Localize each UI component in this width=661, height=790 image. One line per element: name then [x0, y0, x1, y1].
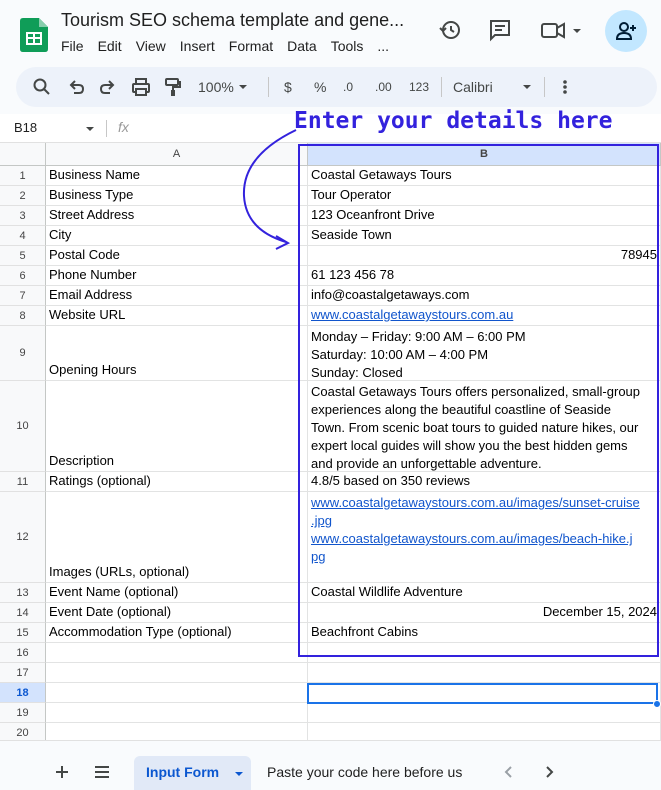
active-cell[interactable]	[307, 683, 658, 704]
divider	[268, 77, 269, 97]
row-header-15[interactable]: 15	[0, 623, 46, 643]
increase-decimal-label: .00	[375, 80, 392, 94]
tab-input-form-label: Input Form	[146, 764, 220, 780]
row-header-4[interactable]: 4	[0, 226, 46, 246]
menu-view[interactable]: View	[135, 38, 166, 54]
cell-text-line: expert local guides will show you the best hidden gems	[311, 438, 628, 453]
column-header-b[interactable]: B	[308, 143, 661, 166]
meet-video-icon[interactable]	[540, 18, 584, 42]
cell-a6[interactable]: Phone Number	[46, 266, 308, 286]
cell-text-line: and provide an unforgettable adventure.	[311, 456, 542, 471]
row-header-20[interactable]: 20	[0, 723, 46, 740]
cell-text: December 15, 2024	[542, 604, 657, 619]
increase-decimal-button[interactable]	[375, 67, 392, 107]
annotation-label: Enter your details here	[294, 108, 613, 134]
sheets-logo-icon[interactable]	[20, 18, 48, 52]
cell-text: 61 123 456 78	[311, 267, 395, 282]
cell-text-line[interactable]: pg	[311, 549, 326, 564]
percent-format-button[interactable]: %	[314, 79, 327, 95]
cell-text: 78945	[620, 247, 657, 262]
cell-text-line: Saturday: 10:00 AM – 4:00 PM	[311, 347, 489, 362]
name-box[interactable]: B18	[14, 120, 38, 135]
row-header-3[interactable]: 3	[0, 206, 46, 226]
tab-paste-code[interactable]	[256, 756, 488, 790]
cell-a3[interactable]: Street Address	[46, 206, 308, 226]
cell-a9[interactable]: Opening Hours	[46, 326, 308, 381]
cell-a10[interactable]: Description	[46, 381, 308, 472]
history-icon[interactable]	[438, 18, 462, 42]
title-bar	[0, 0, 661, 64]
cell-text-line[interactable]: www.coastalgetawaystours.com.au/images/beach-hike.j	[311, 531, 633, 546]
currency-format-button[interactable]: $	[284, 79, 292, 95]
zoom-select[interactable]	[198, 67, 252, 107]
decrease-decimal-button[interactable]	[343, 67, 353, 107]
decrease-decimal-label: .0	[343, 80, 354, 94]
cell-text-line: Town. From scenic boat tours to guided nature hikes, our	[311, 420, 639, 435]
cell-b19[interactable]	[308, 703, 661, 723]
cell-a15[interactable]: Accommodation Type (optional)	[46, 623, 308, 643]
cell-b20[interactable]	[308, 723, 661, 740]
cell-a20[interactable]	[46, 723, 308, 740]
cell-a7[interactable]: Email Address	[46, 286, 308, 306]
document-title[interactable]: Tourism SEO schema template and gene...	[61, 10, 405, 30]
menu-insert[interactable]: Insert	[179, 38, 215, 54]
add-person-icon	[615, 20, 637, 42]
cell-text: Coastal Getaways Tours	[311, 167, 452, 182]
cell-a18[interactable]	[46, 683, 308, 703]
chevron-down-icon	[521, 82, 533, 92]
cell-a16[interactable]	[46, 643, 308, 663]
row-header-19[interactable]: 19	[0, 703, 46, 723]
divider	[106, 120, 107, 137]
row-header-6[interactable]: 6	[0, 266, 46, 286]
share-button[interactable]	[605, 10, 647, 52]
menu-bar	[61, 38, 403, 54]
toolbar	[16, 67, 657, 107]
row-header-5[interactable]: 5	[0, 246, 46, 266]
number-format-button[interactable]: 123	[409, 80, 430, 94]
row-header-13[interactable]: 13	[0, 583, 46, 603]
font-select[interactable]	[453, 67, 533, 107]
highlight-box	[298, 144, 659, 657]
row-header-14[interactable]: 14	[0, 603, 46, 623]
fx-icon: fx	[118, 119, 129, 135]
add-sheet-icon[interactable]	[54, 764, 70, 780]
tab-paste-code-label: Paste your code here before us	[267, 764, 463, 780]
chevron-down-icon[interactable]	[233, 769, 245, 779]
cell-a5[interactable]: Postal Code	[46, 246, 308, 266]
cell-text-line[interactable]: www.coastalgetawaystours.com.au/images/sunset-cruise	[311, 495, 640, 510]
cell-text: 4.8/5 based on 350 reviews	[311, 473, 470, 488]
row-header-8[interactable]: 8	[0, 306, 46, 326]
row-header-2[interactable]: 2	[0, 186, 46, 206]
arrow-icon	[236, 126, 306, 252]
chevron-down-icon[interactable]	[84, 124, 96, 134]
cell-text: Seaside Town	[311, 227, 392, 242]
row-header-12[interactable]: 12	[0, 492, 46, 583]
cell-text-line: Sunday: Closed	[311, 365, 403, 380]
row-header-17[interactable]: 17	[0, 663, 46, 683]
divider	[441, 77, 442, 97]
cell-text-line: experiences along the beautiful coastline of Seaside	[311, 402, 611, 417]
undo-icon[interactable]	[66, 77, 86, 97]
row-header-16[interactable]: 16	[0, 643, 46, 663]
menu-edit[interactable]: Edit	[97, 38, 122, 54]
all-sheets-menu-icon[interactable]	[93, 764, 111, 780]
chevron-left-icon[interactable]	[502, 765, 516, 779]
cell-a11[interactable]: Ratings (optional)	[46, 472, 308, 492]
cell-a2[interactable]: Business Type	[46, 186, 308, 206]
menu-format[interactable]: Format	[228, 38, 274, 54]
cell-a13[interactable]: Event Name (optional)	[46, 583, 308, 603]
row-header-18[interactable]: 18	[0, 683, 46, 703]
comment-icon[interactable]	[488, 18, 512, 42]
cell-text-line[interactable]: .jpg	[311, 513, 332, 528]
cell-a4[interactable]: City	[46, 226, 308, 246]
search-icon[interactable]	[32, 77, 52, 97]
row-header-1[interactable]: 1	[0, 166, 46, 186]
cell-text: Tour Operator	[311, 187, 392, 202]
divider	[544, 77, 545, 97]
cell-a19[interactable]	[46, 703, 308, 723]
select-all-corner[interactable]	[0, 143, 46, 166]
sheet-tabs-bar	[0, 740, 661, 789]
fill-handle[interactable]	[653, 700, 661, 708]
zoom-value: 100%	[198, 79, 234, 95]
menu-file[interactable]: File	[61, 38, 84, 54]
cell-text: Beachfront Cabins	[311, 624, 418, 639]
menu-more[interactable]: ...	[377, 38, 390, 54]
cell-text-line: Coastal Getaways Tours offers personalized, small-group	[311, 384, 641, 399]
cell-link[interactable]: www.coastalgetawaystours.com.au	[311, 307, 514, 322]
column-header-a[interactable]: A	[46, 143, 308, 166]
font-name: Calibri	[453, 79, 493, 95]
cell-text: Coastal Wildlife Adventure	[311, 584, 463, 599]
more-vert-icon[interactable]	[557, 77, 573, 97]
cell-text: info@coastalgetaways.com	[311, 287, 470, 302]
chevron-down-icon	[234, 82, 252, 92]
redo-icon[interactable]	[98, 77, 118, 97]
chevron-right-icon[interactable]	[542, 765, 556, 779]
print-icon[interactable]	[131, 77, 151, 97]
row-header-7[interactable]: 7	[0, 286, 46, 306]
paint-format-icon[interactable]	[163, 77, 183, 97]
cell-a14[interactable]: Event Date (optional)	[46, 603, 308, 623]
row-header-10[interactable]: 10	[0, 381, 46, 472]
row-header-9[interactable]: 9	[0, 326, 46, 381]
cell-b17[interactable]	[308, 663, 661, 683]
row-header-11[interactable]: 11	[0, 472, 46, 492]
cell-a12[interactable]: Images (URLs, optional)	[46, 492, 308, 583]
cell-a8[interactable]: Website URL	[46, 306, 308, 326]
cell-a1[interactable]: Business Name	[46, 166, 308, 186]
cell-a17[interactable]	[46, 663, 308, 683]
menu-tools[interactable]: Tools	[330, 38, 364, 54]
cell-text-line: Monday – Friday: 9:00 AM – 6:00 PM	[311, 329, 526, 344]
menu-data[interactable]: Data	[287, 38, 317, 54]
cell-text: 123 Oceanfront Drive	[311, 207, 435, 222]
